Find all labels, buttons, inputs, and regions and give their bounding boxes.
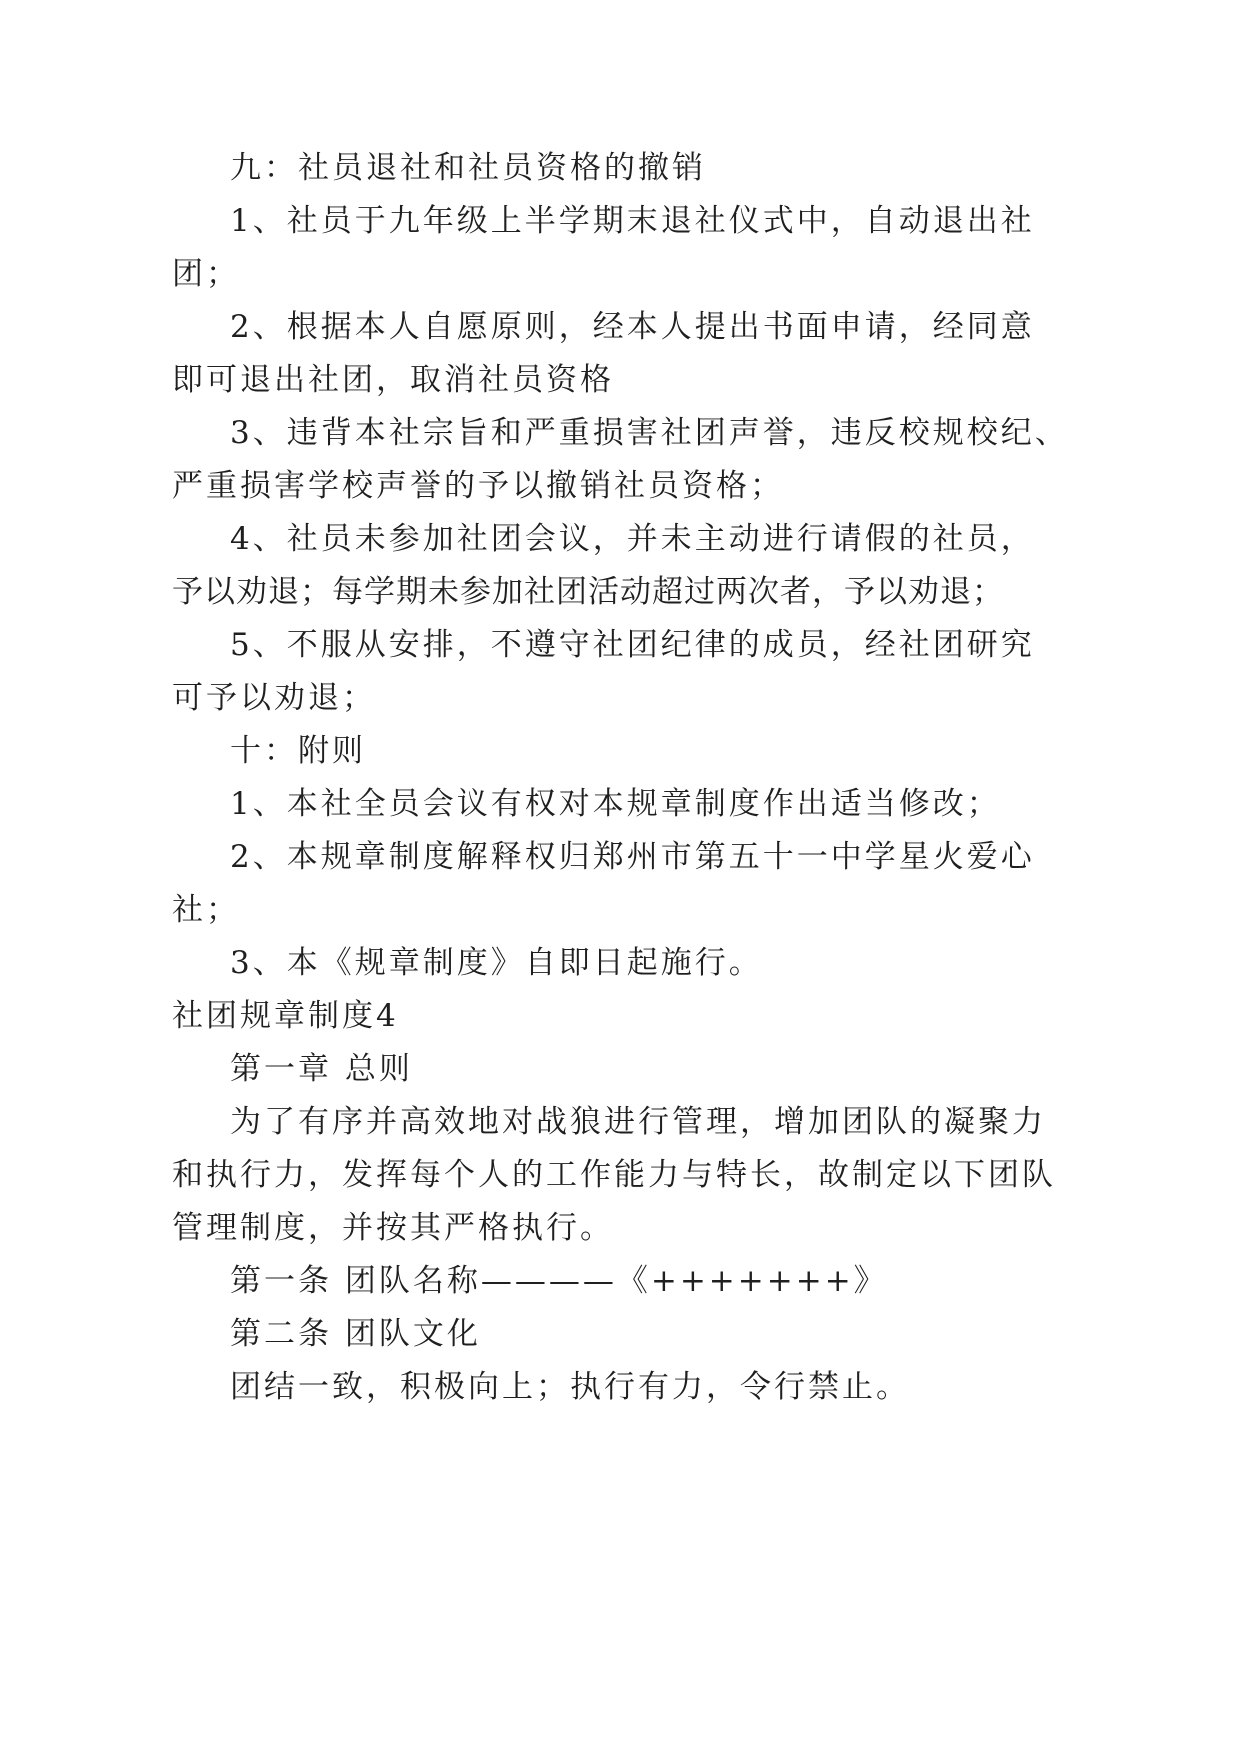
- section-heading-10: 十：附则: [230, 733, 366, 769]
- article-line: 第一条 团队名称————《+++++++》: [230, 1263, 888, 1299]
- section-heading-9: 九：社员退社和社员资格的撤销: [230, 150, 706, 186]
- paragraph-line: 1、本社全员会议有权对本规章制度作出适当修改；: [230, 786, 1001, 822]
- paragraph-line: 团结一致，积极向上；执行有力，令行禁止。: [230, 1369, 910, 1405]
- paragraph-line: 和执行力，发挥每个人的工作能力与特长，故制定以下团队: [172, 1157, 1056, 1193]
- paragraph-line: 为了有序并高效地对战狼进行管理，增加团队的凝聚力: [230, 1104, 1046, 1140]
- chapter-heading: 第一章 总则: [230, 1051, 413, 1087]
- paragraph-line: 4、社员未参加社团会议，并未主动进行请假的社员，: [230, 521, 1035, 557]
- paragraph-line: 社；: [172, 892, 240, 928]
- paragraph-line: 3、本《规章制度》自即日起施行。: [230, 945, 763, 981]
- paragraph-line: 团；: [172, 256, 240, 292]
- paragraph-line: 5、不服从安排，不遵守社团纪律的成员，经社团研究: [230, 627, 1035, 663]
- paragraph-line: 2、本规章制度解释权归郑州市第五十一中学星火爱心: [230, 839, 1035, 875]
- paragraph-line: 1、社员于九年级上半学期末退社仪式中，自动退出社: [230, 203, 1035, 239]
- document-title: 社团规章制度4: [172, 998, 399, 1034]
- paragraph-line: 3、违背本社宗旨和严重损害社团声誉，违反校规校纪、: [230, 415, 1069, 451]
- paragraph-line: 即可退出社团，取消社员资格: [172, 362, 614, 398]
- paragraph-line: 2、根据本人自愿原则，经本人提出书面申请，经同意: [230, 309, 1035, 345]
- paragraph-line: 予以劝退；每学期未参加社团活动超过两次者，予以劝退；: [172, 574, 1004, 610]
- paragraph-line: 管理制度，并按其严格执行。: [172, 1210, 614, 1246]
- paragraph-line: 严重损害学校声誉的予以撤销社员资格；: [172, 468, 784, 504]
- paragraph-line: 可予以劝退；: [172, 680, 376, 716]
- article-line: 第二条 团队文化: [230, 1316, 481, 1352]
